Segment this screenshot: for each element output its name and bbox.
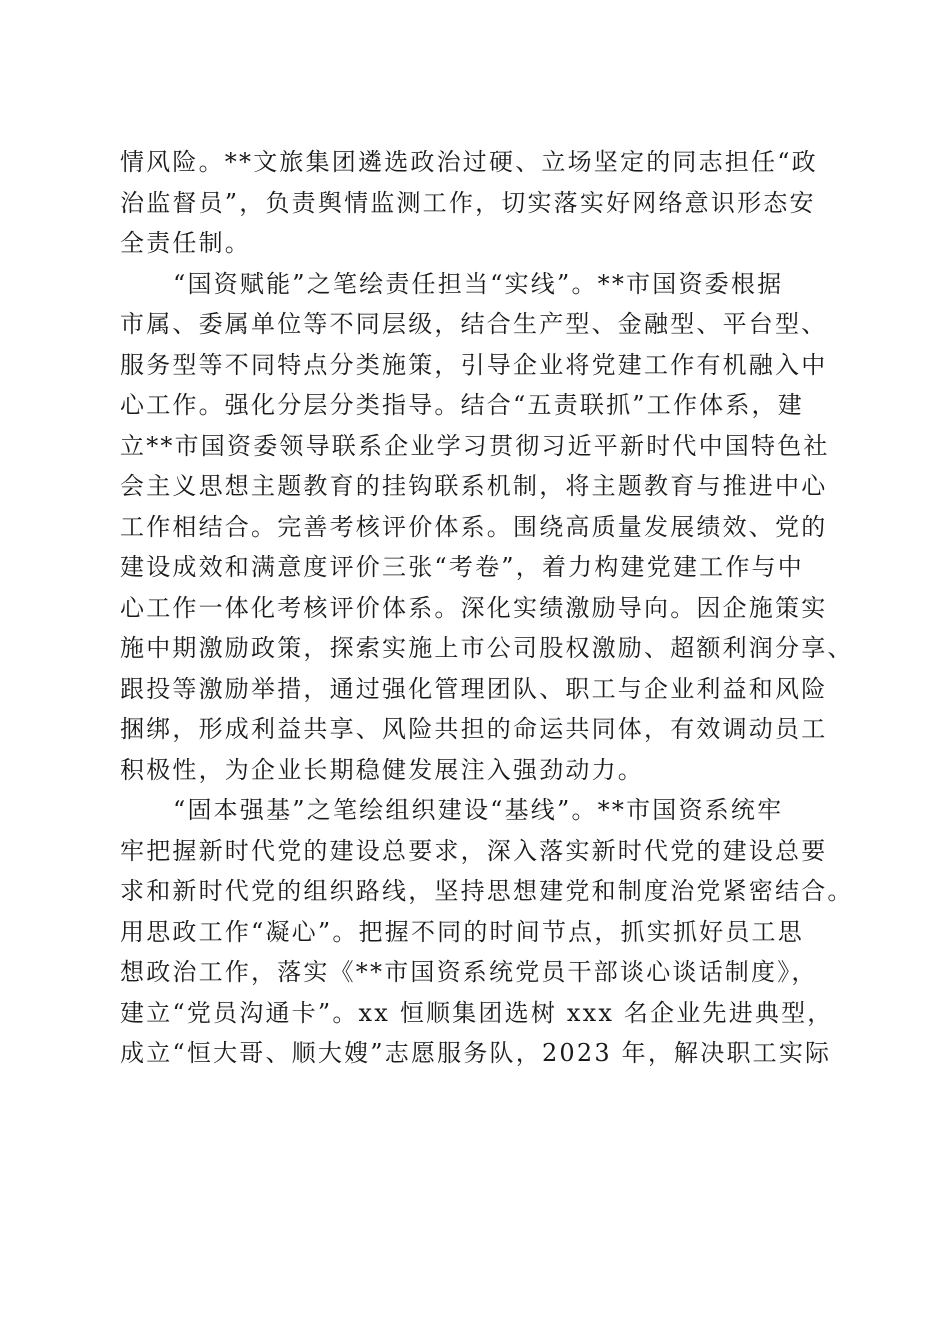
text-line: 立**市国资委领导联系企业学习贯彻习近平新时代中国特色社 bbox=[120, 431, 830, 460]
text-line: “国资赋能”之笔绘责任担当“实线”。**市国资委根据 bbox=[173, 269, 784, 298]
text-line: 跟投等激励举措，通过强化管理团队、职工与企业利益和风险 bbox=[120, 674, 828, 703]
text-line: 积极性，为企业长期稳健发展注入强劲动力。 bbox=[120, 755, 644, 784]
text-line: 工作相结合。完善考核评价体系。围绕高质量发展绩效、党的 bbox=[120, 512, 828, 541]
paragraph-continuation bbox=[120, 142, 840, 264]
text-line: 心工作。强化分层分类指导。结合“五责联抓”工作体系，建 bbox=[120, 391, 804, 419]
text-line: 求和新时代党的组织路线，坚持思想建党和制度治党紧密结合。 bbox=[120, 877, 854, 905]
text-line: 用思政工作“凝心”。把握不同的时间节点，抓实抓好员工思 bbox=[120, 917, 804, 946]
text-line: 服务型等不同特点分类施策，引导企业将党建工作有机融入中 bbox=[120, 350, 828, 379]
text-line: 情风险。**文旅集团遴选政治过硬、立场坚定的同志担任“政 bbox=[120, 148, 818, 176]
paragraph-state-capital-empowerment bbox=[120, 264, 854, 791]
text-line: 全责任制。 bbox=[120, 229, 251, 257]
text-line: 建设成效和满意度评价三张“考卷”，着力构建党建工作与中 bbox=[120, 553, 804, 581]
text-line: 建立“党员沟通卡”。xx 恒顺集团选树 xxx 名企业先进典型， bbox=[120, 998, 834, 1027]
text-line: 治监督员”，负责舆情监测工作，切实落实好网络意识形态安 bbox=[120, 188, 816, 217]
paragraph-foundation-strengthening bbox=[120, 790, 854, 1074]
text-line: 心工作一体化考核评价体系。深化实绩激励导向。因企施策实 bbox=[120, 593, 828, 622]
text-line: 捆绑，形成利益共享、风险共担的命运共同体，有效调动员工 bbox=[120, 715, 828, 743]
text-line: 市属、委属单位等不同层级，结合生产型、金融型、平台型、 bbox=[120, 310, 828, 338]
text-line: 牢把握新时代党的建设总要求，深入落实新时代党的建设总要 bbox=[120, 836, 828, 865]
text-line: 会主义思想主题教育的挂钩联系机制，将主题教育与推进中心 bbox=[120, 472, 828, 500]
text-line: 想政治工作，落实《**市国资系统党员干部谈心谈话制度》， bbox=[120, 958, 818, 986]
document-body bbox=[120, 142, 854, 1074]
text-line: 成立“恒大哥、顺大嫂”志愿服务队，2023 年，解决职工实际 bbox=[120, 1039, 832, 1067]
text-line: “固本强基”之笔绘组织建设“基线”。**市国资系统牢 bbox=[173, 796, 784, 824]
text-line: 施中期激励政策，探索实施上市公司股权激励、超额利润分享、 bbox=[120, 634, 854, 662]
